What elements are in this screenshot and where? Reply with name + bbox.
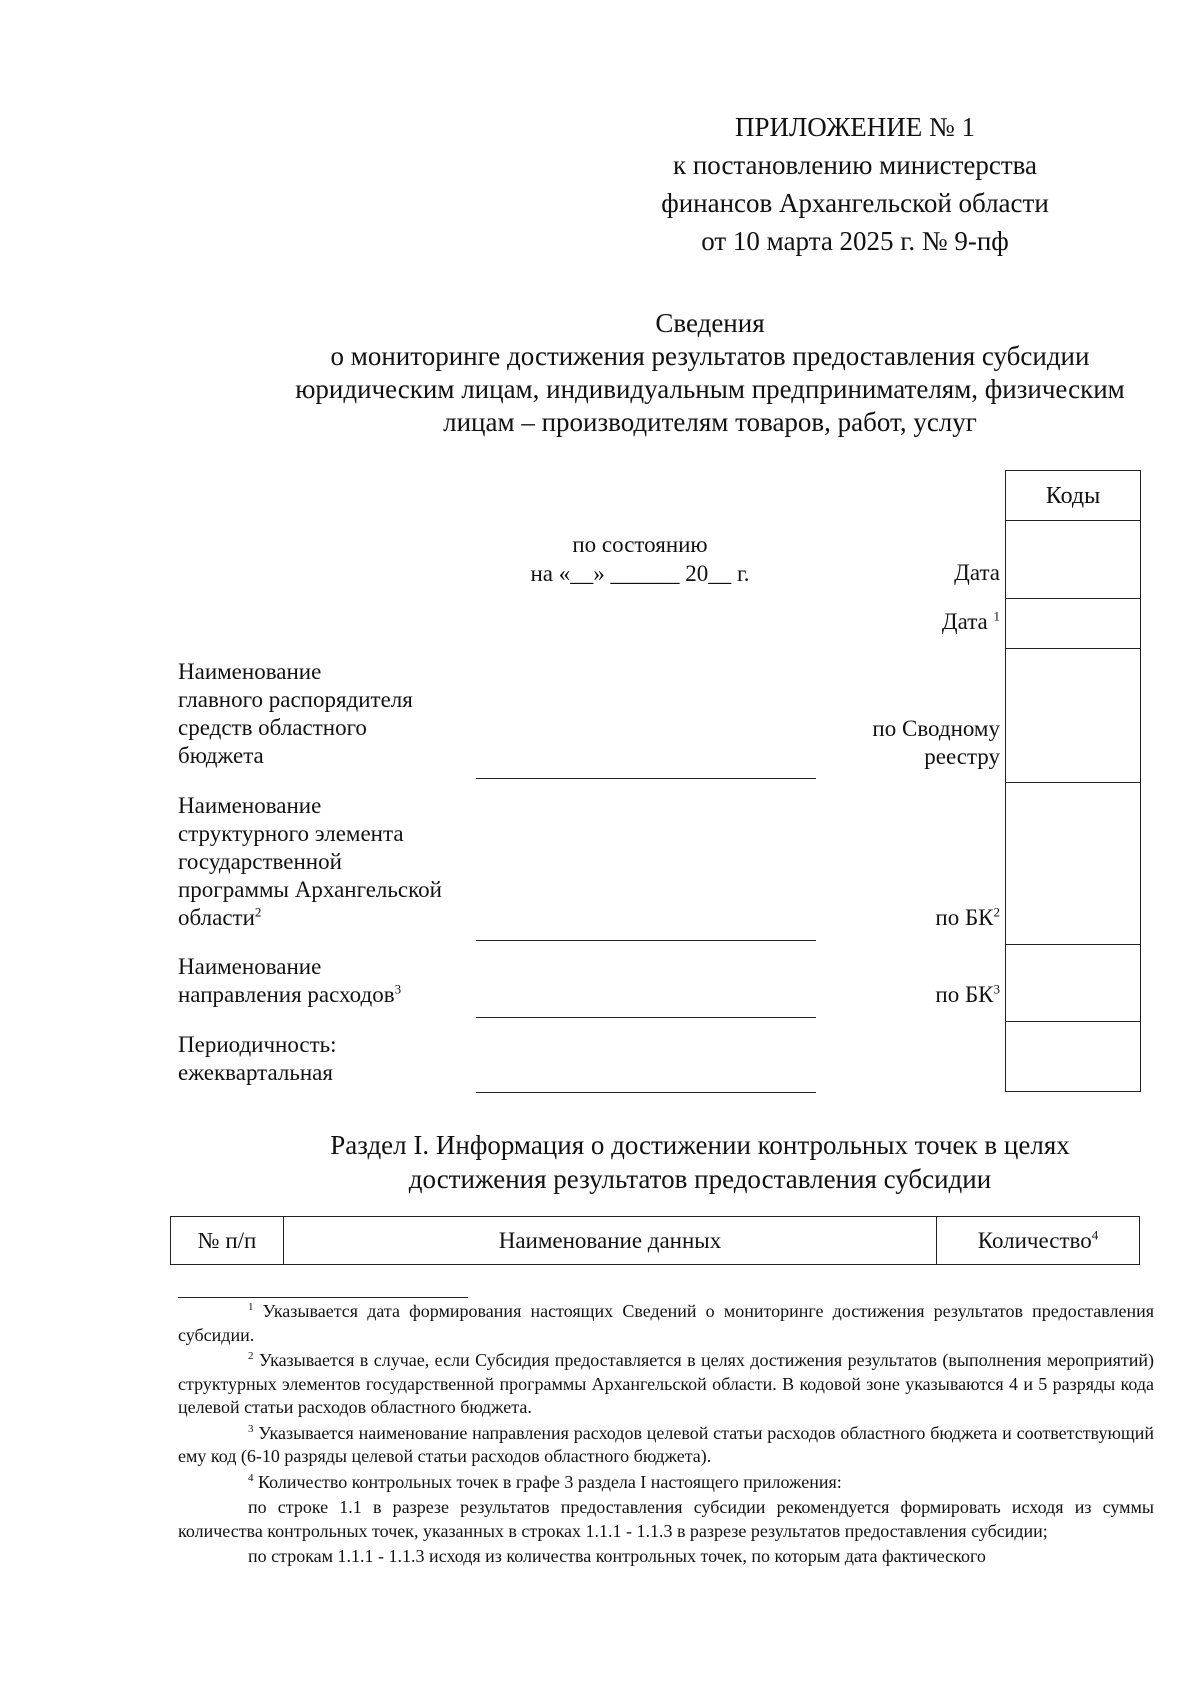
footnote-ref: 4 (1091, 1226, 1099, 1242)
structural-element-label (178, 792, 478, 932)
code-cell-date1[interactable] (1006, 599, 1140, 649)
footnote-ref: 2 (993, 904, 1000, 920)
label-line: ежеквартальная (178, 1060, 333, 1085)
registry-code-label-line: по Сводному (872, 716, 1000, 741)
appendix-ref-line: финансов Архангельской области (661, 188, 1049, 218)
footnotes (178, 1300, 1154, 1571)
date1-label-text: Дата (941, 609, 988, 634)
bk-code-text: по БК (935, 982, 994, 1007)
label-line: средств областного (178, 715, 367, 740)
title-line: лицам – производителям товаров, работ, услуг (443, 407, 977, 437)
label-line: Наименование (178, 954, 322, 979)
code-cell-date[interactable] (1006, 521, 1140, 599)
appendix-date-line: от 10 марта 2025 г. № 9-пф (701, 226, 1009, 256)
section-heading (260, 1128, 1140, 1196)
expense-direction-label (178, 953, 478, 1009)
footnote (178, 1471, 1154, 1495)
bk-code-label-structural (935, 904, 1000, 932)
as-of-label: по состоянию (572, 532, 708, 557)
bk-code-label-expense (935, 981, 1000, 1009)
footnote-paragraph: по строкам 1.1.1 - 1.1.3 исходя из количества контрольных точек, по которым дата фактического (248, 1546, 986, 1566)
footnote-mark: 3 (248, 1422, 254, 1435)
footnote-text: Количество контрольных точек в графе 3 раздела I настоящего приложения: (258, 1471, 842, 1492)
bk-code-text: по БК (935, 905, 994, 930)
expense-direction-field[interactable] (476, 1017, 816, 1018)
codes-header: Коды (1006, 471, 1140, 521)
label-line (178, 981, 478, 1009)
appendix-number: ПРИЛОЖЕНИЕ № 1 (734, 112, 976, 142)
label-line: Периодичность: (178, 1032, 337, 1057)
structural-element-field[interactable] (476, 940, 816, 941)
footnote-ref: 1 (993, 608, 1000, 624)
periodicity-label (178, 1031, 478, 1087)
chief-administrator-field[interactable] (476, 778, 816, 779)
label-line: главного распорядителя (178, 687, 413, 712)
periodicity-field[interactable] (476, 1092, 816, 1093)
footnote (178, 1349, 1154, 1420)
label-text: области (178, 905, 255, 930)
footnote-mark: 4 (248, 1471, 254, 1484)
appendix-ref-line: к постановлению министерства (672, 150, 1038, 180)
footnote (178, 1422, 1154, 1469)
table-header-row (171, 1217, 1140, 1265)
date-label: Дата (954, 560, 1000, 585)
footnote-ref: 2 (254, 904, 262, 920)
column-header-number: № п/п (171, 1217, 284, 1265)
section-title-line: Раздел I. Информация о достижении контрольных точек в целях (330, 1130, 1070, 1160)
title-line: юридическим лицам, индивидуальным предпринимателям, физическим (295, 374, 1125, 404)
registry-code-label-line: реестру (924, 744, 1000, 769)
code-cell-bk-expense[interactable] (1006, 945, 1140, 1022)
label-line: структурного элемента (178, 821, 404, 846)
label-line: государственной (178, 849, 342, 874)
footnote-ref: 3 (993, 981, 1000, 997)
code-cell-periodicity[interactable] (1006, 1022, 1140, 1093)
title-line: Сведения (655, 308, 765, 338)
label-line: Наименование (178, 793, 322, 818)
label-line: Наименование (178, 659, 322, 684)
label-line (178, 904, 478, 932)
footnote-text: Указывается наименование направления расходов целевой статьи расходов областного бюджета и соответствующий ему код (6-10 разряды целевой статьи расходов областного бюджета). (178, 1422, 1155, 1466)
as-of-date (480, 530, 800, 588)
document-title (240, 307, 1180, 439)
footnote-separator (178, 1297, 468, 1298)
footnote-mark: 1 (248, 1301, 254, 1313)
title-line: о мониторинге достижения результатов предоставления субсидии (330, 341, 1090, 371)
label-text: направления расходов (178, 982, 395, 1007)
appendix-heading (560, 108, 1150, 260)
footnote-mark: 2 (248, 1350, 254, 1362)
column-header-quantity (937, 1217, 1140, 1265)
label-line: программы Архангельской (178, 877, 442, 902)
code-cell-bk-structural[interactable] (1006, 783, 1140, 945)
footnote-text: Указывается в случае, если Субсидия предоставляется в целях достижения результатов (выполнения мероприятий) структурных элементов государственной программы Архангельской области. В кодовой зоне указываются 4 и 5 разряды кода целевой статьи расходов областного бюджета. (178, 1350, 1154, 1417)
footnote (178, 1300, 1154, 1347)
control-points-table (170, 1216, 1140, 1265)
section-title-line: достижения результатов предоставления субсидии (408, 1164, 992, 1194)
as-of-date-field: на «__» ______ 20__ г. (530, 561, 750, 586)
footnote-paragraph: по строке 1.1 в разрезе результатов предоставления субсидии рекомендуется формировать исходя из суммы количества контрольных точек, указанных в строках 1.1.1 - 1.1.3 в разрезе результатов предоставления субсидии; (178, 1497, 1154, 1541)
footnote-text: Указывается дата формирования настоящих Сведений о мониторинге достижения результатов предоставления субсидии. (178, 1301, 1155, 1345)
column-header-name: Наименование данных (284, 1217, 937, 1265)
registry-code-label (872, 715, 1000, 771)
code-cell-registry[interactable] (1006, 649, 1140, 783)
footnote-ref: 3 (394, 981, 402, 997)
codes-table (1005, 470, 1141, 1092)
date1-label (942, 608, 1000, 636)
chief-administrator-label (178, 658, 478, 770)
column-header-quantity-text: Количество (977, 1227, 1092, 1253)
label-line: бюджета (178, 743, 264, 768)
